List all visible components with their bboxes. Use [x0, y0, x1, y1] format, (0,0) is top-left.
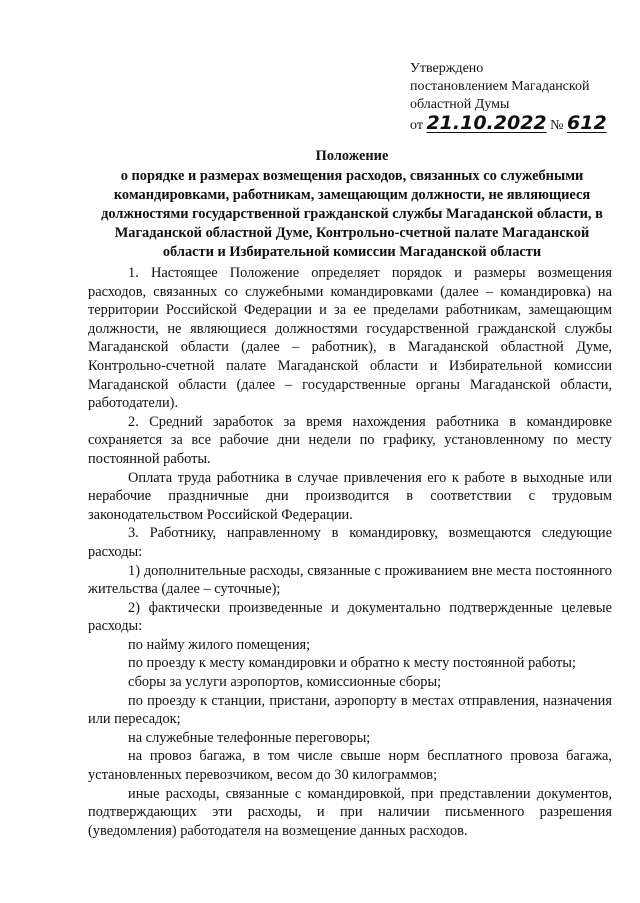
subitem-2: 2) фактически произведенные и документально подтвержденные целевые расходы: [88, 599, 612, 635]
expense-travel: по проезду к месту командировки и обратно к месту постоянной работы; [128, 655, 576, 672]
approval-line-approved: Утверждено [410, 61, 484, 76]
approval-stamp [410, 60, 625, 135]
document-body [88, 264, 612, 840]
number-label: № [550, 118, 564, 133]
expense-baggage: на провоз багажа, в том числе свыше норм бесплатного провоза багажа, установленных перевозчиком, весом до 30 килограммов; [88, 748, 612, 784]
paragraph-3: 3. Работнику, направленному в командировку, возмещаются следующие расходы: [88, 525, 612, 560]
title-heading: Положение [315, 148, 389, 164]
paragraph-2-wages: Оплата труда работника в случае привлечения его к работе в выходные или нерабочие праздничные дни производится в соответствии с трудовым законодательством Российской Федерации. [88, 469, 612, 523]
paragraph-2: 2. Средний заработок за время нахождения работника в командировке сохраняется за все рабочие дни недели по графику, установленному по месту постоянной работы. [88, 413, 612, 467]
document-title [92, 147, 612, 262]
approval-line-resolution: постановлением Магаданской [410, 79, 590, 94]
handwritten-number: 612 [567, 112, 607, 134]
expense-station-travel: по проезду к станции, пристани, аэропорту в местах отправления, назначения или пересадок; [88, 692, 612, 728]
title-subtitle: о порядке и размерах возмещения расходов, связанных со служебными командировками, работникам, замещающим должности, не являющиеся должностями государственной гражданской службы Магаданской области, в Магаданской областной Думе, Контрольно-счетной палате Магаданской области и Избирательной комиссии Магаданской области [101, 168, 603, 260]
paragraph-1: 1. Настоящее Положение определяет порядок и размеры возмещения расходов, связанных со служебными командировками (далее – командировка) на территории Российской Федерации и за ее пределами работникам, замещающим должности, не являющиеся должностями государственной гражданской службы Магаданской области (далее – работник), в Магаданской областной Думе, Контрольно-счетной палате Магаданской области и Избирательной комиссии Магаданской области (далее – государственные органы Магаданской области, работодатели). [88, 265, 612, 412]
expense-phone: на служебные телефонные переговоры; [128, 729, 371, 746]
expense-housing: по найму жилого помещения; [128, 636, 311, 653]
expense-other: иные расходы, связанные с командировкой, при представлении документов, подтверждающих эти расходы, и при наличии письменного разрешения (уведомления) работодателя на возмещение данных расходов. [88, 785, 612, 839]
approval-line-duma: областной Думы [410, 97, 510, 112]
expense-airport-fees: сборы за услуги аэропортов, комиссионные сборы; [128, 674, 442, 691]
subitem-1: 1) дополнительные расходы, связанные с проживанием вне места постоянного жительства (далее – суточные); [88, 562, 612, 598]
approval-date-number [410, 114, 625, 135]
from-label: от [410, 118, 423, 133]
handwritten-date: 21.10.2022 [426, 112, 547, 134]
